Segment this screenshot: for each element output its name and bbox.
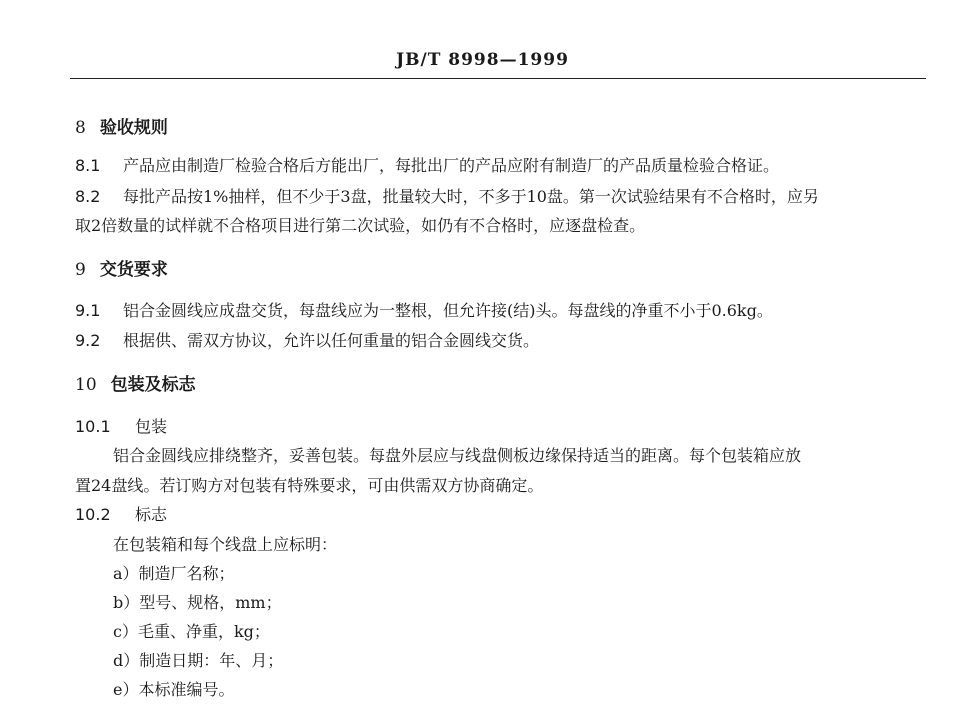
- clause-number: 8.1: [75, 156, 101, 175]
- marking-intro: [113, 535, 337, 555]
- list-item-text: e）本标准编号。: [113, 680, 235, 699]
- section-number: 10: [75, 375, 97, 395]
- section-title: 验收规则: [99, 118, 168, 138]
- clause-number: 8.2: [75, 187, 101, 206]
- standard-code: JB/T 8998—1999: [396, 50, 569, 70]
- clause-text: 每批产品按1%抽样，但不少于3盘，批量较大时，不多于10盘。第一次试验结果有不合格时，应另: [123, 187, 819, 206]
- list-item-text: d）制造日期：年、月；: [113, 651, 284, 670]
- marking-list-item: [113, 593, 282, 613]
- list-item-text: c）毛重、净重，kg；: [113, 622, 270, 641]
- clause-number: 9.1: [75, 301, 101, 320]
- section-title: 包装及标志: [110, 375, 196, 395]
- section-number: 9: [75, 260, 86, 280]
- clause-text: 铝合金圆线应成盘交货，每盘线应为一整根，但允许接(结)头。每盘线的净重不小于0.6kg。: [123, 301, 773, 320]
- clause-text: 铝合金圆线应排绕整齐，妥善包装。每盘外层应与线盘侧板边缘保持适当的距离。每个包装箱应放: [113, 446, 802, 465]
- clause-8-1: [75, 156, 779, 176]
- marking-list-item: [113, 680, 234, 700]
- marking-list-item: [113, 651, 283, 671]
- clause-9-2: [75, 331, 539, 351]
- clause-number: 10.1: [75, 417, 111, 436]
- list-item-text: a）制造厂名称；: [113, 564, 235, 583]
- section-heading-9: [75, 260, 168, 280]
- list-item-text: b）型号、规格，mm；: [113, 593, 282, 612]
- marking-list-item: [113, 564, 235, 584]
- clause-10-2-heading: [75, 505, 167, 525]
- clause-text: 置24盘线。若订购方对包装有特殊要求，可由供需双方协商确定。: [75, 476, 544, 495]
- section-title: 交货要求: [99, 260, 168, 280]
- document-header: [0, 50, 965, 70]
- clause-title: 标志: [135, 505, 168, 524]
- clause-number: 10.2: [75, 505, 111, 524]
- clause-text: 产品应由制造厂检验合格后方能出厂，每批出厂的产品应附有制造厂的产品质量检验合格证。: [123, 156, 780, 175]
- marking-list-item: [113, 622, 270, 642]
- clause-10-1-text-continued: [75, 476, 543, 496]
- clause-9-1: [75, 301, 773, 321]
- clause-8-2: [75, 187, 819, 207]
- clause-text: 取2倍数量的试样就不合格项目进行第二次试验，如仍有不合格时，应逐盘检查。: [75, 216, 646, 235]
- clause-8-2-continued: [75, 216, 645, 236]
- section-number: 8: [75, 118, 86, 138]
- section-heading-8: [75, 118, 168, 138]
- clause-title: 包装: [135, 417, 168, 436]
- clause-text: 在包装箱和每个线盘上应标明：: [113, 535, 338, 554]
- section-heading-10: [75, 375, 196, 395]
- clause-10-1-text: [113, 446, 801, 466]
- clause-number: 9.2: [75, 331, 101, 350]
- clause-10-1-heading: [75, 417, 167, 437]
- header-rule: [70, 78, 926, 79]
- clause-text: 根据供、需双方协议，允许以任何重量的铝合金圆线交货。: [123, 331, 540, 350]
